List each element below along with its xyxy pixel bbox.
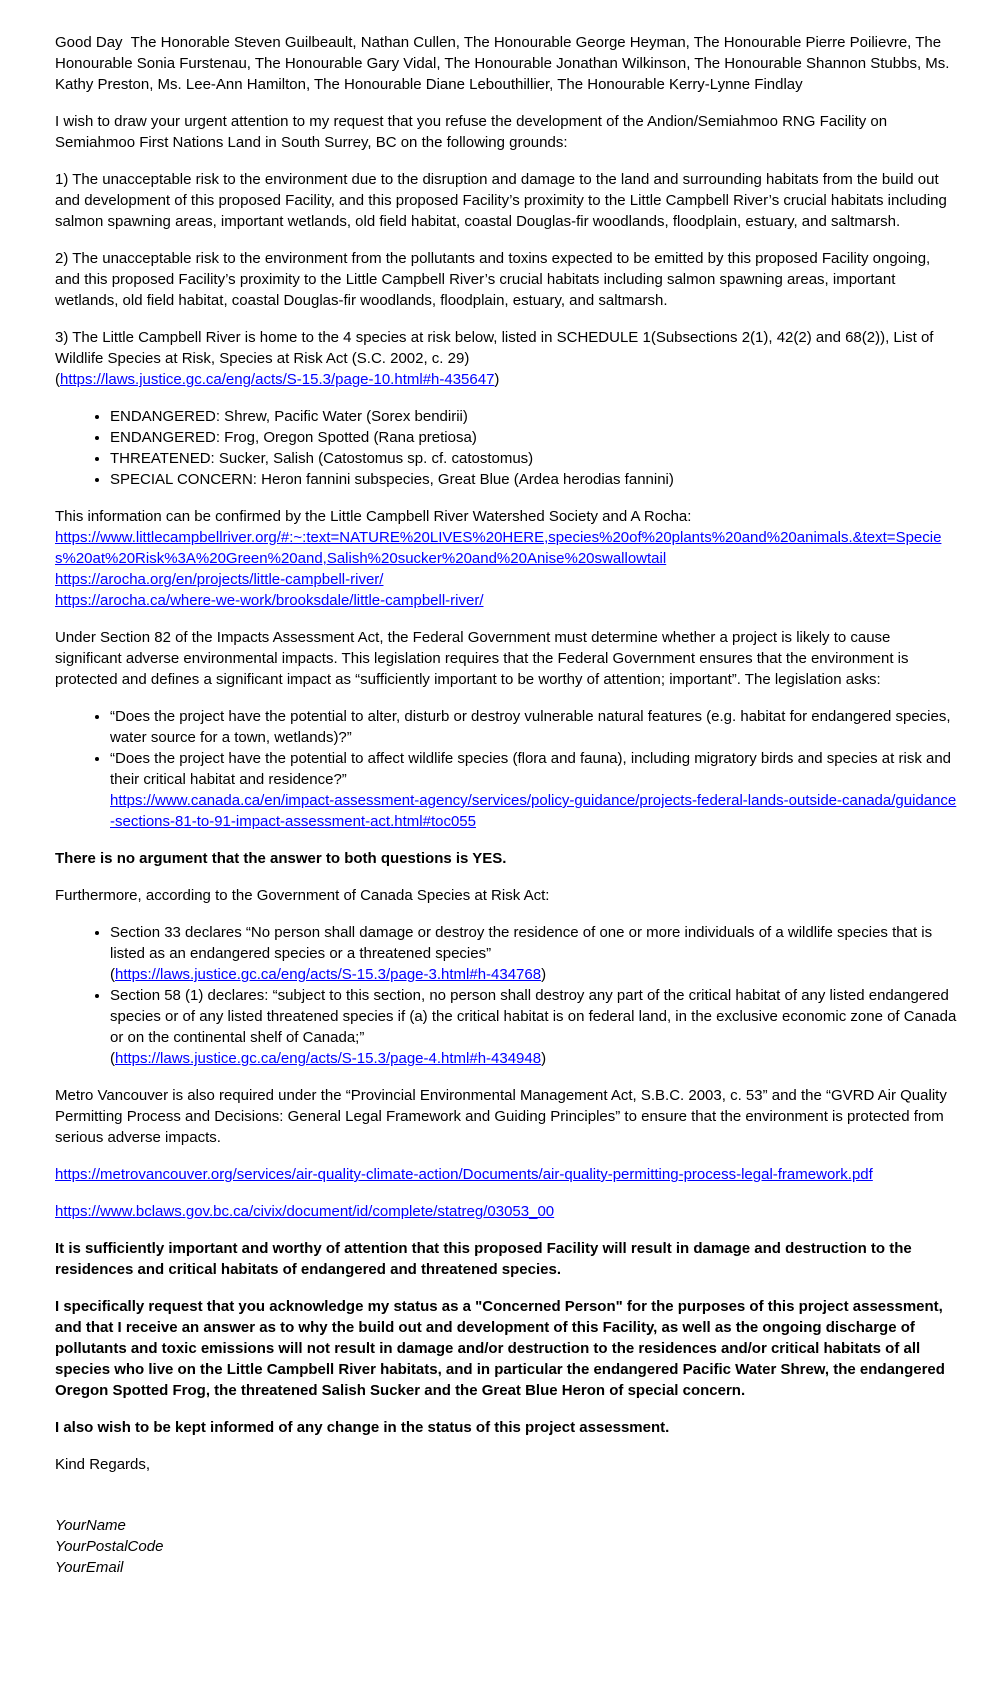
section-82-paragraph: Under Section 82 of the Impacts Assessment Act, the Federal Government must determine whether a project is likely to cause significant adverse environmental impacts. This legislation requires that the Federal Government ensures that the environment is protected and defines a significant impact as “sufficiently important to be worthy of attention; important”. The legislation asks:: [55, 629, 913, 688]
sara-section-58-link[interactable]: https://laws.justice.gc.ca/eng/acts/S-15.3/page-4.html#h-434948: [115, 1050, 542, 1067]
sara-section-33-link[interactable]: https://laws.justice.gc.ca/eng/acts/S-15.3/page-3.html#h-434768: [115, 966, 542, 983]
species-at-risk-act-list: [55, 922, 958, 1069]
bclaws-link[interactable]: https://www.bclaws.gov.bc.ca/civix/document/id/complete/statreg/03053_00: [55, 1203, 555, 1220]
signature-postal-code-placeholder: YourPostalCode: [55, 1538, 164, 1555]
sara-section-33-item: [110, 922, 958, 985]
paren-close: ): [494, 371, 500, 388]
keep-informed-statement: I also wish to be kept informed of any change in the status of this project assessment.: [55, 1419, 670, 1436]
arocha-ca-link[interactable]: https://arocha.ca/where-we-work/brooksdale/little-campbell-river/: [55, 592, 484, 609]
signature-block: [55, 1515, 958, 1578]
sufficiently-important-statement: It is sufficiently important and worthy of attention that this proposed Facility will result in damage and destruction to the residences and critical habitats of endangered and threatened species.: [55, 1240, 916, 1278]
species-item-sucker: • THREATENED: Sucker, Salish (Catostomus sp. cf. catostomus): [110, 448, 958, 469]
ground-3-link-line: [55, 369, 958, 390]
arocha-org-link[interactable]: https://arocha.org/en/projects/little-campbell-river/: [55, 571, 384, 588]
ground-3-text: 3) The Little Campbell River is home to the 4 species at risk below, listed in SCHEDULE 1(Subsections 2(1), 42(2) and 68(2)), List of Wildlife Species at Risk, Species at Risk Act (S.C. 2002, c. 29): [55, 329, 938, 367]
sara-schedule1-link[interactable]: https://laws.justice.gc.ca/eng/acts/S-15.3/page-10.html#h-435647: [60, 371, 495, 388]
species-item-heron: • SPECIAL CONCERN: Heron fannini subspecies, Great Blue (Ardea herodias fannini): [110, 469, 958, 490]
bclaws-link-paragraph: [55, 1201, 958, 1222]
paren-open: (: [110, 966, 115, 983]
metro-link-paragraph: [55, 1164, 958, 1185]
sara-section-33-link-line: [110, 964, 958, 985]
legislation-questions-list: [55, 706, 958, 832]
confirmation-text: This information can be confirmed by the Little Campbell River Watershed Society and A Rocha:: [55, 508, 692, 525]
question-item-natural-features: • “Does the project have the potential to alter, disturb or destroy vulnerable natural features (e.g. habitat for endangered species, water source for a town, wetlands)?”: [110, 706, 958, 748]
sara-section-58-text: Section 58 (1) declares: “subject to this section, no person shall destroy any part of the critical habitat of any listed endangered species or of any listed threatened species if (a) the critical habitat is on federal land, in the exclusive economic zone of Canada or on the continental shelf of Canada;”: [110, 987, 957, 1046]
species-item-shrew: • ENDANGERED: Shrew, Pacific Water (Sorex bendirii): [110, 406, 958, 427]
ground-1-paragraph: 1) The unacceptable risk to the environment due to the disruption and damage to the land and surrounding habitats from the build out and development of this proposed Facility, and this proposed Facility’s proximity to the Little Campbell River’s crucial habitats including salmon spawning areas, important wetlands, old field habitat, coastal Douglas-fir woodlands, floodplain, estuary, and saltmarsh.: [55, 171, 952, 230]
littlecampbellriver-link[interactable]: https://www.littlecampbellriver.org/#:~:text=NATURE%20LIVES%20HERE,species%20of%20plants%20and%20animals.&text=Species%20at%20Risk%3A%20Green%20and,Salish%20sucker%20and%20Anise%20swallowtail: [55, 529, 942, 567]
no-argument-statement: There is no argument that the answer to both questions is YES.: [55, 850, 507, 867]
species-item-frog: • ENDANGERED: Frog, Oregon Spotted (Rana pretiosa): [110, 427, 958, 448]
furthermore-paragraph: Furthermore, according to the Government of Canada Species at Risk Act:: [55, 887, 550, 904]
signature-name-placeholder: YourName: [55, 1517, 126, 1534]
concerned-person-request: I specifically request that you acknowledge my status as a "Concerned Person" for the purposes of this project assessment, and that I receive an answer as to why the build out and development of this Facility, as well as the ongoing discharge of pollutants and toxic emissions will not result in damage and/or destruction to the residences and/or critical habitats of all species who live on the Little Campbell River habitats, and in particular the endangered Pacific Water Shrew, the endangered Oregon Spotted Frog, the threatened Salish Sucker and the Great Blue Heron of special concern.: [55, 1298, 950, 1399]
question-wildlife-text: “Does the project have the potential to affect wildlife species (flora and fauna), including migratory birds and species at risk and their critical habitat and residence?”: [110, 750, 952, 788]
metro-vancouver-paragraph: Metro Vancouver is also required under the “Provincial Environmental Management Act, S.B.C. 2003, c. 53” and the “GVRD Air Quality Permitting Process and Decisions: General Legal Framework and Guiding Principles” to ensure that the environment is protected from serious adverse impacts.: [55, 1087, 951, 1146]
sara-section-58-item: [110, 985, 958, 1069]
paren-close: ): [541, 1050, 547, 1067]
salutation-paragraph: Good Day The Honorable Steven Guilbeault, Nathan Cullen, The Honourable George Heyman, The Honourable Pierre Poilievre, The Honourable Sonia Furstenau, The Honourable Gary Vidal, The Honourable Jonathan Wilkinson, The Honourable Shannon Stubbs, Ms. Kathy Preston, Ms. Lee-Ann Hamilton, The Honourable Diane Lebouthillier, The Honourable Kerry-Lynne Findlay: [55, 34, 954, 93]
paren-open: (: [55, 371, 60, 388]
confirmation-paragraph: [55, 506, 958, 611]
question-item-wildlife-species: [110, 748, 958, 832]
metrovancouver-pdf-link[interactable]: https://metrovancouver.org/services/air-quality-climate-action/Documents/air-quality-permitting-process-legal-framework.pdf: [55, 1166, 873, 1183]
canada-impact-assessment-link[interactable]: https://www.canada.ca/en/impact-assessment-agency/services/policy-guidance/projects-federal-lands-outside-canada/guidance-sections-81-to-91-impact-assessment-act.html#toc055: [110, 792, 957, 830]
sara-section-33-text: Section 33 declares “No person shall damage or destroy the residence of one or more individuals of a wildlife species that is listed as an endangered species or a threatened species”: [110, 924, 933, 962]
ground-2-paragraph: 2) The unacceptable risk to the environment from the pollutants and toxins expected to be emitted by this proposed Facility ongoing, and this proposed Facility’s proximity to the Little Campbell River’s crucial habitats including salmon spawning areas, important wetlands, old field habitat, coastal Douglas-fir woodlands, floodplain, estuary, and saltmarsh.: [55, 250, 935, 309]
species-at-risk-list: [55, 406, 958, 490]
ground-3-paragraph: [55, 327, 958, 390]
closing-salutation: Kind Regards,: [55, 1456, 151, 1473]
sara-section-58-link-line: [110, 1048, 958, 1069]
signature-email-placeholder: YourEmail: [55, 1559, 124, 1576]
paren-open: (: [110, 1050, 115, 1067]
paren-close: ): [541, 966, 547, 983]
intro-paragraph: I wish to draw your urgent attention to my request that you refuse the development of the Andion/Semiahmoo RNG Facility on Semiahmoo First Nations Land in South Surrey, BC on the following grounds:: [55, 113, 892, 151]
